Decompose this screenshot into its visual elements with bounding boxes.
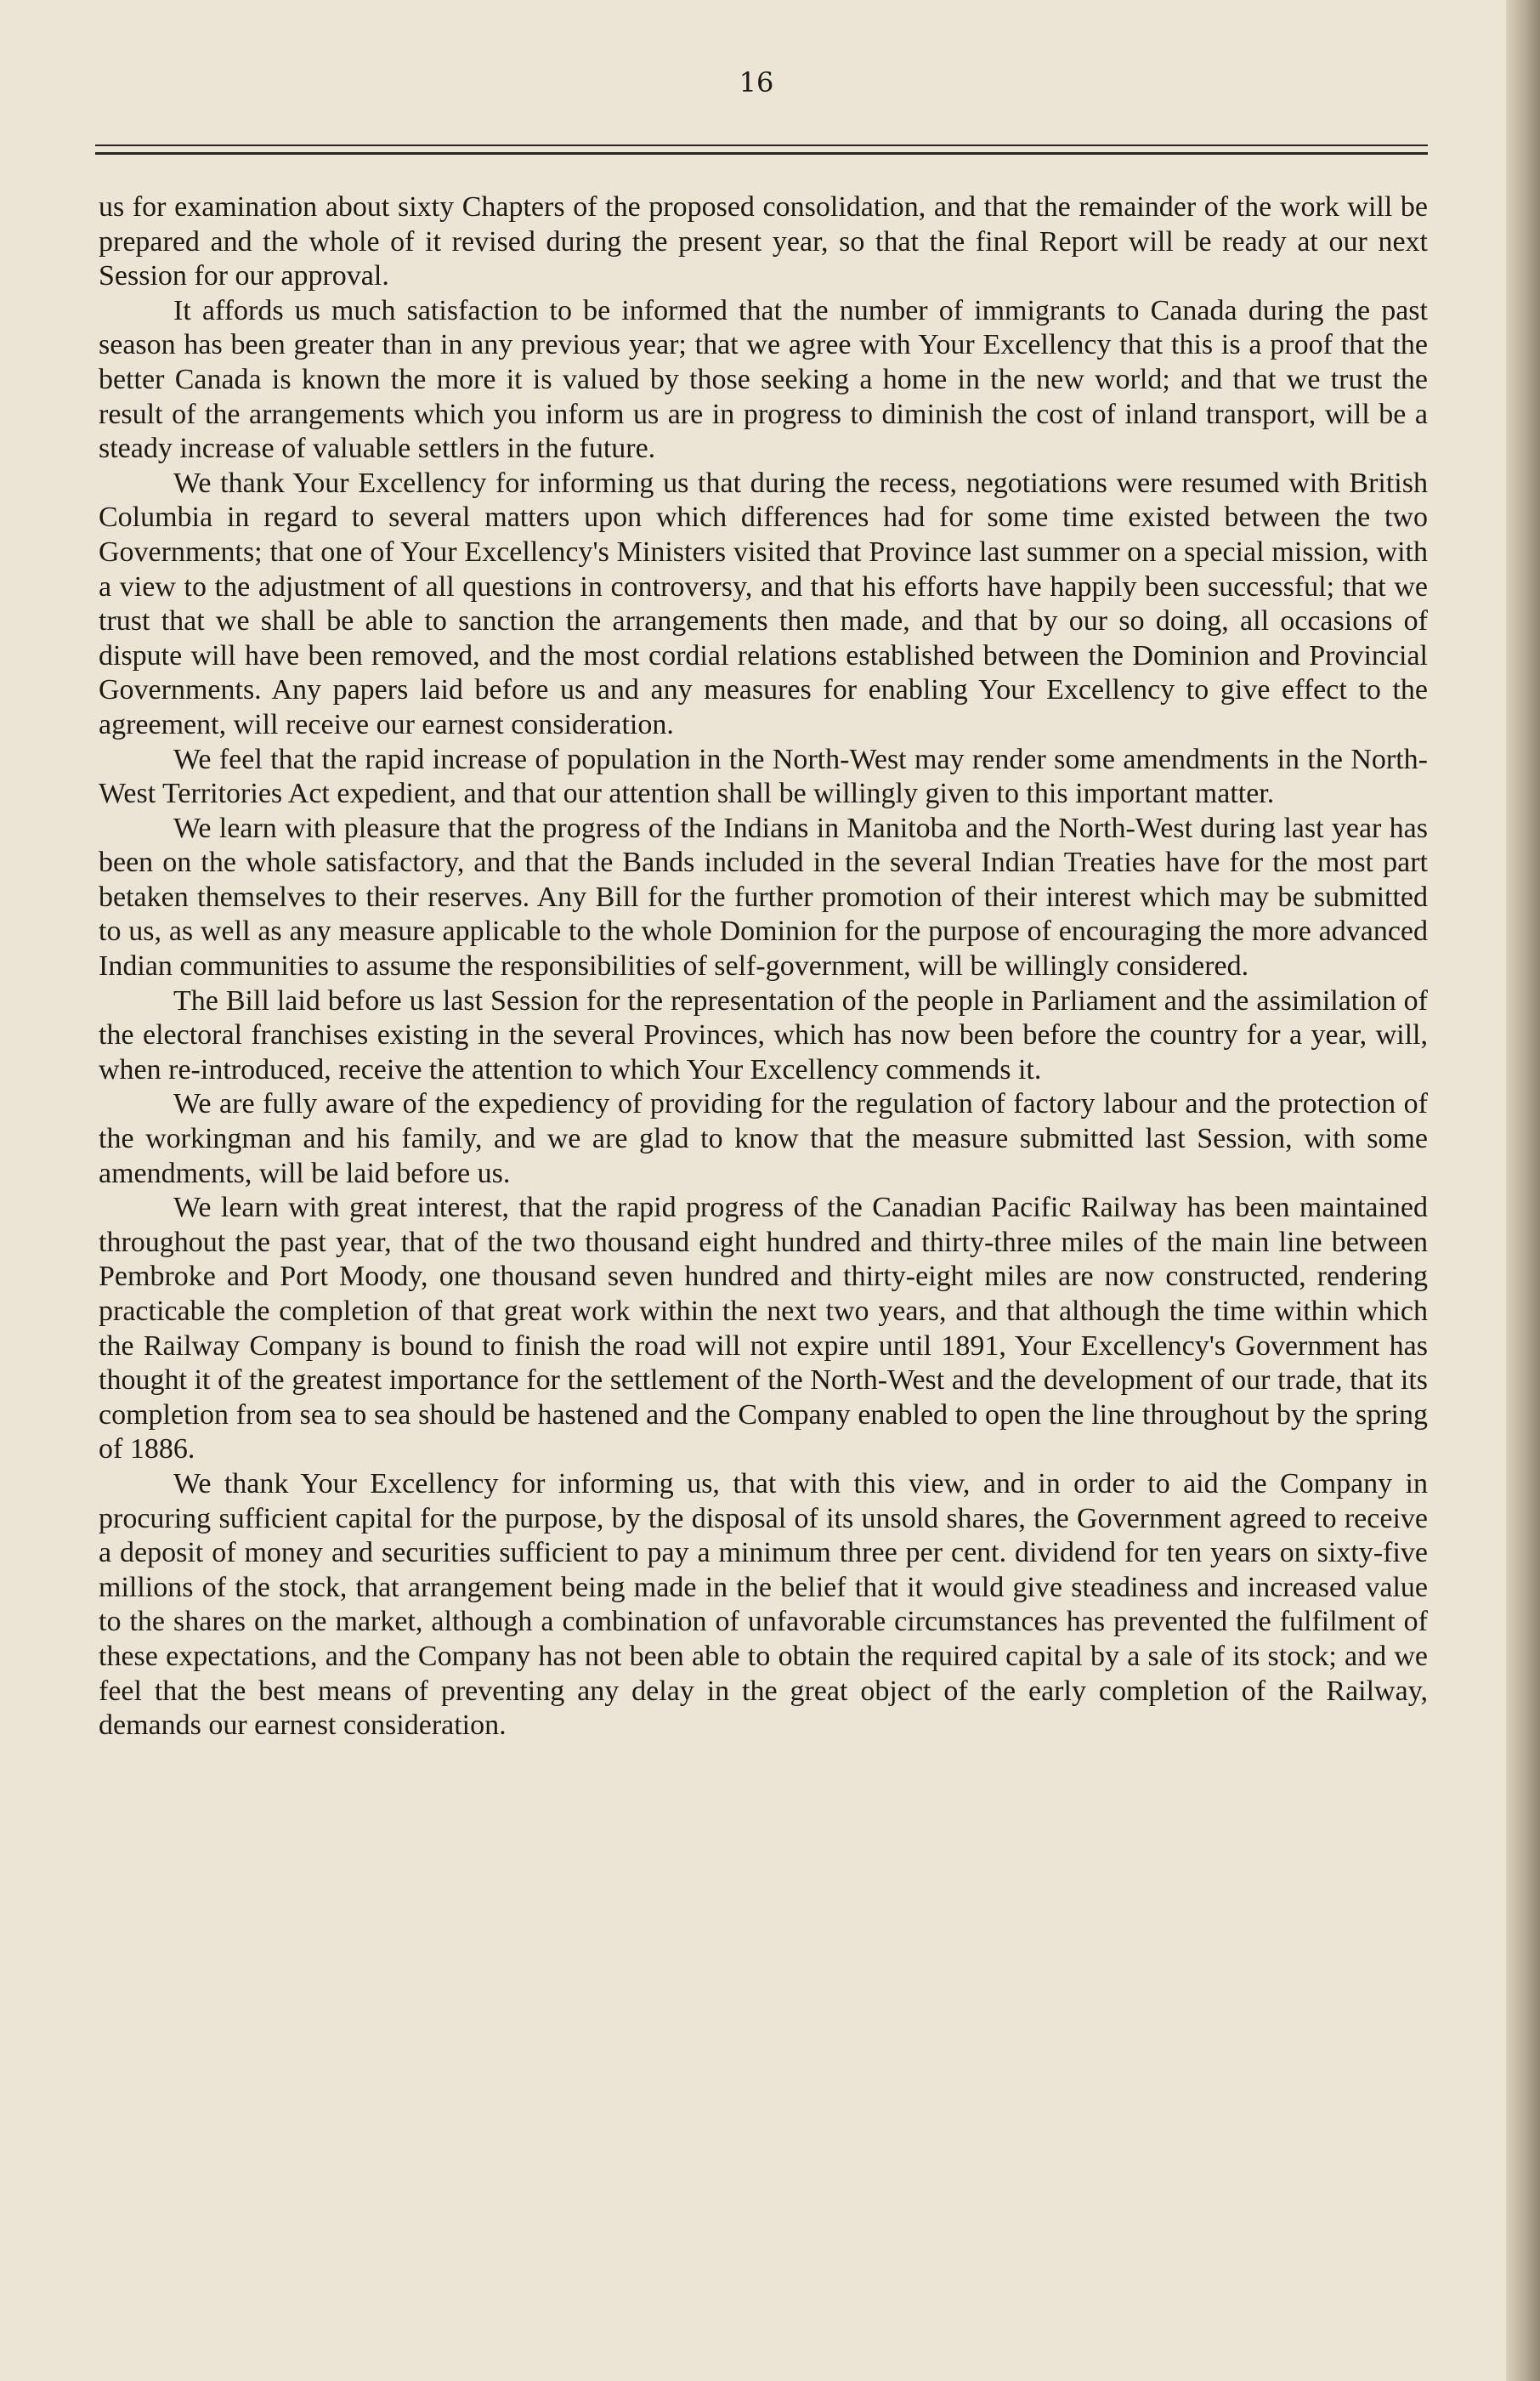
paragraph-factory-labour: We are fully aware of the expediency of providing for the regulation of factory labour and the protection of the workingman and his family, and we are glad to know that the measure submitted last Session, with some amendments, will be laid before us. (99, 1088, 1428, 1189)
page-number: 16 (739, 66, 774, 99)
paragraph-railway-capital: We thank Your Excellency for informing us, that with this view, and in order to aid the Company in procuring sufficient capital for the purpose, by the disposal of its unsold shares, the Government agreed to receive a deposit of money and securities sufficient to pay a minimum three per cent. dividend for ten years on sixty-five millions of the stock, that arrangement being made in the belief that it would give steadiness and increased value to the shares on the market, although a combination of unfavorable circumstances has prevented the fulfilment of these expectations, and the Company has not been able to obtain the required capital by a sale of its stock; and we feel that the best means of preventing any delay in the great object of the early completion of the Railway, demands our earnest consideration. (99, 1467, 1428, 1742)
header-rule (95, 145, 1428, 155)
paragraph-immigration: It affords us much satisfaction to be informed that the number of immigrants to Canada during the past season has been greater than in any previous year; that we agree with Your Excellency that this is a proof that the better Canada is known the more it is valued by those seeking a home in the new world; and that we trust the result of the arrangements which you inform us are in progress to diminish the cost of inland transport, will be a steady increase of valuable settlers in the future. (99, 294, 1428, 465)
paragraph-railway-progress: We learn with great interest, that the rapid progress of the Canadian Pacific Railway has been maintained throughout the past year, that of the two thousand eight hundred and thirty-three miles of the main line between Pembroke and Port Moody, one thousand seven hundred and thirty-eight miles are now constructed, rendering practicable the completion of that great work within the next two years, and that although the time within which the Railway Company is bound to finish the road will not expire until 1891, Your Excellency's Government has thought it of the greatest importance for the settlement of the North-West and the development of our trade, that its completion from sea to sea should be hastened and the Company enabled to open the line throughout by the spring of 1886. (99, 1192, 1428, 1465)
paragraph-british-columbia: We thank Your Excellency for informing us that during the recess, negotiations were resumed with British Columbia in regard to several matters upon which differences had for some time existed between the two Governments; that one of Your Excellency's Ministers visited that Province last summer on a special mission, with a view to the adjustment of all questions in controversy, and that his efforts have happily been successful; that we trust that we shall be able to sanction the arrangements then made, and that by our so doing, all occasions of dispute will have been removed, and the most cordial relations established between the Dominion and Provincial Governments. Any papers laid before us and any measures for enabling Your Excellency to give effect to the agreement, will receive our earnest consideration. (99, 467, 1428, 740)
paragraph-indians: We learn with pleasure that the progress of the Indians in Manitoba and the North-West during last year has been on the whole satisfactory, and that the Bands included in the several Indian Treaties have for the most part betaken themselves to their reserves. Any Bill for the further promotion of their interest which may be submitted to us, as well as any measure applicable to the whole Dominion for the purpose of encouraging the more advanced Indian communities to assume the responsibilities of self-government, will be willingly considered. (99, 812, 1428, 983)
body-text (99, 190, 1428, 1743)
paragraph-franchise-bill: The Bill laid before us last Session for the representation of the people in Parliament and the assimilation of the electoral franchises existing in the several Provinces, which has now been before the country for a year, will, when re-introduced, receive the attention to which Your Excellency commends it. (99, 984, 1428, 1086)
paragraph-continuation: us for examination about sixty Chapters of the proposed consolidation, and that the remainder of the work will be prepared and the whole of it revised during the present year, so that the final Report will be ready at our next Session for our approval. (99, 191, 1428, 292)
paragraph-north-west-territories: We feel that the rapid increase of population in the North-West may render some amendments in the North-West Territories Act expedient, and that our attention shall be willingly given to this important matter. (99, 743, 1428, 810)
page-edge-shadow (1506, 0, 1540, 2381)
